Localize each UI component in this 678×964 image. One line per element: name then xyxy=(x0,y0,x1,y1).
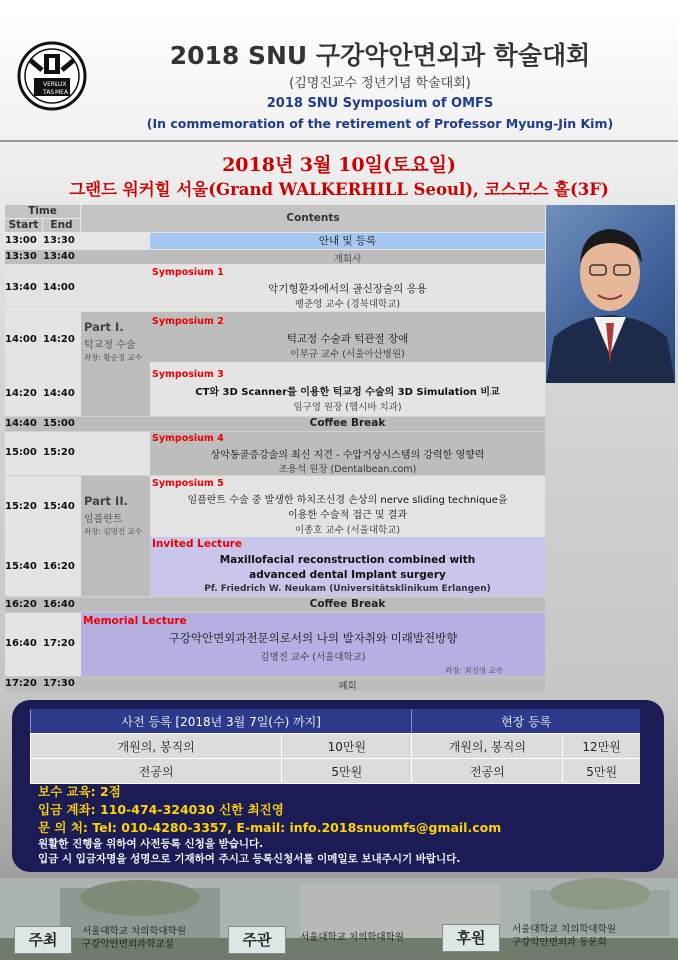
contact-info[interactable]: 문 의 처: Tel: 010-4280-3357, E-mail: info.2018snuomfs@gmail.com xyxy=(38,820,502,835)
coffee-break-text: Coffee Break xyxy=(309,598,386,610)
sponsor-text-1: 서울대학교 치의학대학원 xyxy=(512,924,616,935)
logo-text-3: TAS xyxy=(43,89,55,96)
start-time: 17:20 xyxy=(5,678,37,689)
start-time: 16:40 xyxy=(5,638,37,649)
schedule-row-coffee-break-2 xyxy=(5,598,545,612)
registration-note-2: 입금 시 입금자명을 성명으로 기재하여 주시고 등록신청서를 이메일로 보내주시기 바랍니다. xyxy=(38,853,461,865)
header-divider xyxy=(0,140,678,142)
part-1-chair: 좌장: 황순정 교수 xyxy=(84,353,143,362)
end-time: 14:20 xyxy=(43,334,75,345)
part-1-subject: 턱교정 수술 xyxy=(84,340,136,351)
end-time: 17:20 xyxy=(43,638,75,649)
sponsor-text-2: 구강악안면외과 동문회 xyxy=(512,937,607,948)
start-time: 13:30 xyxy=(5,251,37,262)
schedule-row-registration xyxy=(5,233,545,249)
part-2-chair: 좌장: 김명진 교수 xyxy=(84,527,143,536)
lecture-label: Memorial Lecture xyxy=(83,615,187,627)
organizer-text: 서울대학교 치의학대학원 xyxy=(300,932,404,943)
fee-amount: 5만원 xyxy=(282,759,412,784)
fee-category: 전공의 xyxy=(412,759,563,784)
talk-title-line-1: Maxillofacial reconstruction combined with xyxy=(219,554,476,566)
start-time: 14:00 xyxy=(5,334,37,345)
talk-title: 상악동골증강술의 최신 지견 - 수압거상시스템의 강력한 영향력 xyxy=(210,450,485,461)
education-credit: 보수 교육: 2점 xyxy=(38,784,121,799)
fee-row xyxy=(31,759,641,784)
schedule-row-symposium-3 xyxy=(5,363,545,416)
page-subtitle: (김명진교수 정년기념 학술대회) xyxy=(289,76,471,91)
onsite-registration-header: 현장 등록 xyxy=(412,709,640,734)
start-time: 15:00 xyxy=(5,447,37,458)
talk-title: 구강악안면외과전문의로서의 나의 발자취와 미래발전방향 xyxy=(168,631,458,645)
page-title: 2018 SNU 구강악안면외과 학술대회 xyxy=(169,41,591,70)
talk-title-line-2: 이용한 수술적 접근 및 결과 xyxy=(288,510,407,521)
symposium-label: Symposium 4 xyxy=(152,433,224,444)
part-2-subject: 임플란트 xyxy=(84,514,123,525)
start-time: 13:00 xyxy=(5,235,37,246)
end-time: 13:30 xyxy=(43,235,75,246)
schedule-row-opening xyxy=(5,250,545,264)
start-time: 15:20 xyxy=(5,501,37,512)
symposium-label: Symposium 1 xyxy=(152,267,224,278)
english-title: 2018 SNU Symposium of OMFS xyxy=(266,96,494,111)
start-header: Start xyxy=(5,219,42,232)
closing-text: 폐회 xyxy=(338,681,357,692)
host-label: 주최 xyxy=(14,926,72,954)
lecture-label: Invited Lecture xyxy=(152,538,242,550)
memorial-chair: 좌장: 최진영 교수 xyxy=(445,666,504,675)
contents-header: Contents xyxy=(81,205,545,232)
opening-text: 개회사 xyxy=(333,254,362,265)
part-1-name: Part I. xyxy=(84,320,124,334)
speaker: 김명진 교수 (서울대학교) xyxy=(260,652,366,663)
end-time: 16:20 xyxy=(43,561,75,572)
speaker: 팽준영 교수 (경북대학교) xyxy=(294,299,401,310)
symposium-label: Symposium 5 xyxy=(152,478,224,489)
schedule-row-coffee-break-1 xyxy=(5,417,545,431)
fee-amount: 5만원 xyxy=(563,759,640,784)
talk-title: 악기형환자에서의 골신장술의 응용 xyxy=(268,283,427,295)
schedule-row-closing xyxy=(5,677,545,691)
sponsor-label: 후원 xyxy=(442,924,500,952)
speaker: Pf. Friedrich W. Neukam (Universitätsklinikum Erlangen) xyxy=(204,584,491,594)
schedule-row-symposium-5 xyxy=(5,476,545,536)
logo-text-1: VERI xyxy=(43,81,57,88)
schedule-row-symposium-2 xyxy=(5,312,545,362)
end-time: 13:40 xyxy=(43,251,75,262)
start-time: 15:40 xyxy=(5,561,37,572)
speaker: 임구영 원장 (헵시바 치과) xyxy=(293,402,402,413)
host-text-2: 구강악안면외과학교실 xyxy=(82,939,174,950)
talk-title-line-1: 임플란트 수술 중 발생한 하치조신경 손상의 nerve sliding technique을 xyxy=(187,495,508,506)
fee-category: 개원의, 봉직의 xyxy=(31,734,282,759)
start-time: 16:20 xyxy=(5,599,37,610)
schedule-row-memorial-lecture xyxy=(5,613,545,676)
professor-portrait xyxy=(546,205,675,383)
logo-text-4: MEA xyxy=(55,89,69,96)
end-time: 15:00 xyxy=(43,418,75,429)
symposium-label: Symposium 3 xyxy=(152,369,224,380)
end-time: 16:40 xyxy=(43,599,75,610)
time-header-label: Time xyxy=(28,205,57,217)
registration-note-1: 원활한 진행을 위하여 사전등록 신청을 받습니다. xyxy=(38,838,264,850)
end-time: 14:00 xyxy=(43,282,75,293)
registration-fee-table xyxy=(30,709,640,784)
start-time: 13:40 xyxy=(5,282,37,293)
fee-amount: 12만원 xyxy=(563,734,640,759)
fee-category: 전공의 xyxy=(31,759,282,784)
registration-text: 안내 및 등록 xyxy=(150,233,545,249)
university-logo-icon xyxy=(16,40,88,112)
start-time: 14:20 xyxy=(5,388,37,399)
speaker: 조용석 원장 (Dentalbean.com) xyxy=(278,464,417,475)
schedule-row-invited-lecture xyxy=(5,537,545,596)
talk-title: CT와 3D Scanner를 이용한 턱교정 수술의 3D Simulation 비교 xyxy=(195,387,500,398)
english-subtitle: (In commemoration of the retirement of Professor Myung-Jin Kim) xyxy=(146,116,614,131)
organizer-label: 주관 xyxy=(228,926,286,954)
fee-amount: 10만원 xyxy=(282,734,412,759)
speaker: 이부규 교수 (서울아산병원) xyxy=(290,349,405,360)
time-header xyxy=(5,205,80,218)
symposium-label: Symposium 2 xyxy=(152,316,224,327)
schedule-row-symposium-4 xyxy=(5,432,545,475)
talk-title-line-2: advanced dental Implant surgery xyxy=(249,569,446,581)
talk-title: 턱교정 수술과 턱관절 장애 xyxy=(286,333,409,345)
host-text-1: 서울대학교 치의학대학원 xyxy=(82,926,186,937)
fee-row xyxy=(31,734,641,759)
bank-account: 입금 계좌: 110-474-324030 신한 최진영 xyxy=(38,802,284,817)
coffee-break-text: Coffee Break xyxy=(309,417,386,429)
fee-category: 개원의, 봉직의 xyxy=(412,734,563,759)
end-time: 17:30 xyxy=(43,678,75,689)
event-venue: 그랜드 워커힐 서울(Grand WALKERHILL Seoul), 코스모스 홀(3F) xyxy=(69,180,609,199)
end-header: End xyxy=(43,219,80,232)
end-time: 14:40 xyxy=(43,388,75,399)
part-2-name: Part II. xyxy=(84,494,128,508)
pre-registration-header: 사전 등록 [2018년 3월 7일(수) 까지] xyxy=(31,709,412,734)
schedule-row-symposium-1 xyxy=(5,265,545,311)
logo-text-2: LUX xyxy=(55,81,67,88)
event-date: 2018년 3월 10일(토요일) xyxy=(222,154,456,176)
end-time: 15:40 xyxy=(43,501,75,512)
end-time: 15:20 xyxy=(43,447,75,458)
start-time: 14:40 xyxy=(5,418,37,429)
speaker: 이종호 교수 (서울대학교) xyxy=(294,525,401,536)
